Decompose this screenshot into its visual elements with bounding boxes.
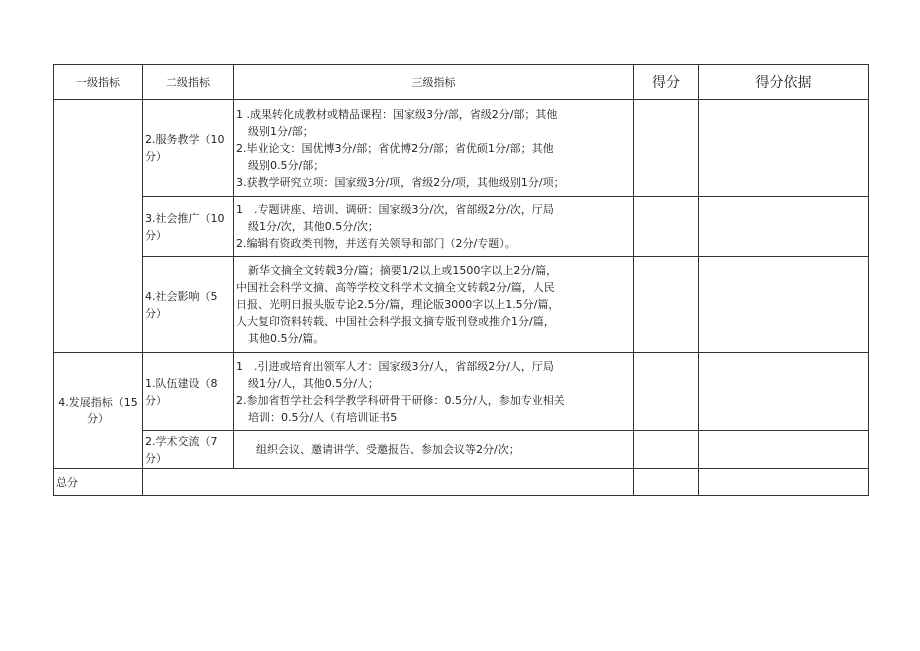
table-row bbox=[54, 197, 869, 257]
score-basis-cell[interactable] bbox=[699, 257, 869, 353]
level3-line: 1 .引进或培育出领军人才：国家级3分/人，省部级2分/人，厅局 bbox=[236, 359, 554, 373]
level3-line: 日报、光明日报头版专论2.5分/篇，理论版3000字以上1.5分/篇， bbox=[236, 298, 560, 311]
level3-line: 2.参加省哲学社会科学教学科研骨干研修：0.5分/人，参加专业相关 bbox=[236, 393, 565, 407]
table-row bbox=[54, 100, 869, 197]
level2-cell: 2.服务教学（10分） bbox=[143, 100, 234, 197]
score-cell[interactable] bbox=[634, 100, 699, 197]
table-row bbox=[54, 257, 869, 353]
score-cell[interactable] bbox=[634, 257, 699, 353]
score-cell[interactable] bbox=[634, 353, 699, 431]
level3-line: 培训：0.5分/人（有培训证书5 bbox=[248, 410, 398, 424]
total-score-cell[interactable] bbox=[634, 469, 699, 496]
level3-line: 级1分/次，其他0.5分/次； bbox=[248, 220, 379, 233]
level3-line: 3.获教学研究立项：国家级3分/项，省级2分/项，其他级别1分/项； bbox=[236, 175, 565, 189]
total-empty bbox=[143, 469, 634, 496]
level2-cell: 3.社会推广（10分） bbox=[143, 197, 234, 257]
score-cell[interactable] bbox=[634, 431, 699, 469]
evaluation-table bbox=[53, 64, 869, 496]
score-basis-cell[interactable] bbox=[699, 197, 869, 257]
total-label: 总分 bbox=[54, 469, 143, 496]
level2-cell: 2.学术交流（7分） bbox=[143, 431, 234, 469]
level2-cell: 4.社会影响（5分） bbox=[143, 257, 234, 353]
header-score: 得分 bbox=[634, 65, 699, 100]
level3-cell bbox=[234, 257, 634, 353]
level3-line: 级别1分/部； bbox=[248, 124, 314, 138]
level3-line: 其他0.5分/篇。 bbox=[248, 332, 325, 345]
score-basis-cell[interactable] bbox=[699, 431, 869, 469]
header-level1: 一级指标 bbox=[54, 65, 143, 100]
level3-cell bbox=[234, 197, 634, 257]
total-score-basis-cell[interactable] bbox=[699, 469, 869, 496]
level3-line: 1 .专题讲座、培训、调研：国家级3分/次，省部级2分/次，厅局 bbox=[236, 203, 554, 216]
level3-line: 1 .成果转化成教材或精品课程：国家级3分/部，省级2分/部；其他 bbox=[236, 107, 558, 121]
score-basis-cell[interactable] bbox=[699, 100, 869, 197]
total-row bbox=[54, 469, 869, 496]
level3-line: 2.毕业论文：国优博3分/部；省优博2分/部；省优硕1分/部；其他 bbox=[236, 141, 554, 155]
header-score-basis: 得分依据 bbox=[699, 65, 869, 100]
level3-line: 级别0.5分/部； bbox=[248, 158, 325, 172]
level1-cell-empty bbox=[54, 100, 143, 353]
header-row bbox=[54, 65, 869, 100]
level3-line: 新华文摘全文转载3分/篇；摘要1/2以上或1500字以上2分/篇， bbox=[248, 264, 558, 277]
score-basis-cell[interactable] bbox=[699, 353, 869, 431]
level3-line: 组织会议、邀请讲学、受邀报告、参加会议等2分/次； bbox=[256, 443, 520, 456]
level3-cell bbox=[234, 100, 634, 197]
header-level3: 三级指标 bbox=[234, 65, 634, 100]
level3-line: 2.编辑有资政类刊物，并送有关领导和部门（2分/专题）。 bbox=[236, 237, 516, 250]
level3-line: 中国社会科学文摘、高等学校文科学术文摘全文转载2分/篇，人民 bbox=[236, 281, 555, 294]
level2-cell: 1.队伍建设（8分） bbox=[143, 353, 234, 431]
table-row bbox=[54, 431, 869, 469]
level3-line: 级1分/人，其他0.5分/人； bbox=[248, 376, 379, 390]
table-row bbox=[54, 353, 869, 431]
score-cell[interactable] bbox=[634, 197, 699, 257]
level3-cell bbox=[234, 353, 634, 431]
level3-cell bbox=[234, 431, 634, 469]
header-level2: 二级指标 bbox=[143, 65, 234, 100]
level1-cell: 4.发展指标（15分） bbox=[54, 353, 143, 469]
level3-line: 人大复印资料转载、中国社会科学报文摘专版刊登或推介1分/篇， bbox=[236, 315, 555, 328]
